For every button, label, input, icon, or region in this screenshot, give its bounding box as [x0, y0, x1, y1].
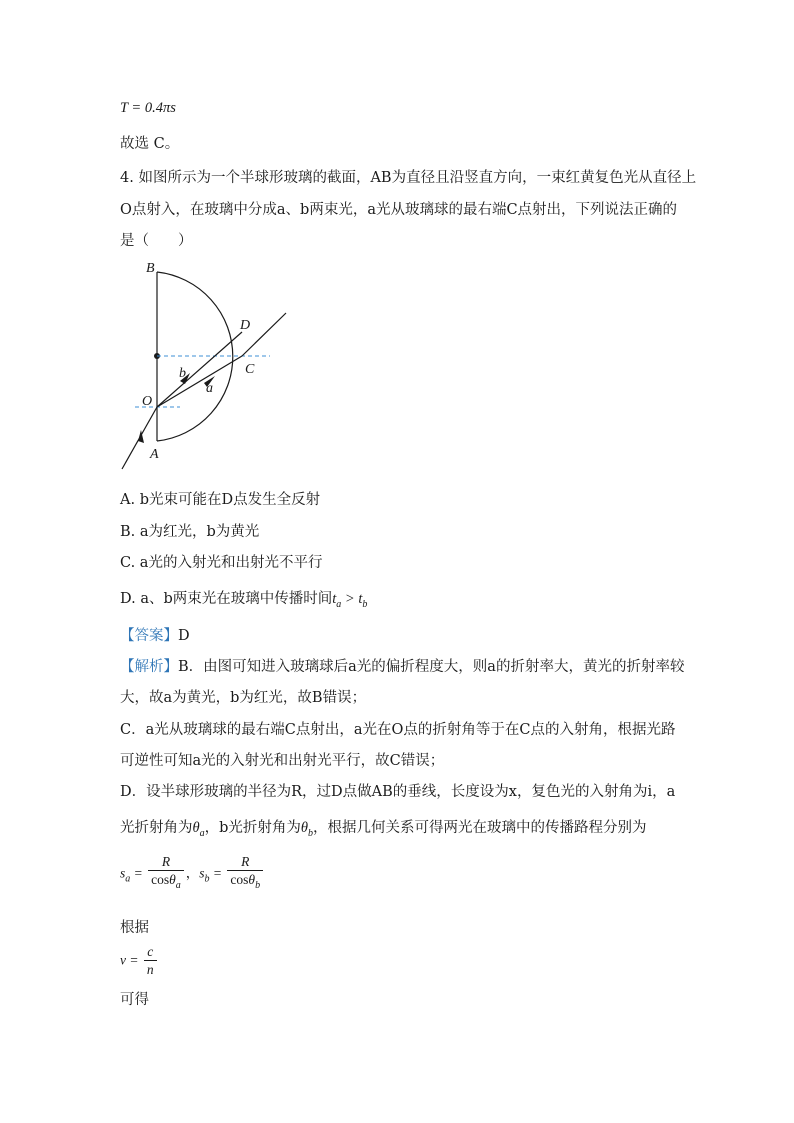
answer-value: D — [178, 628, 190, 644]
analysis-p3-line1: D．设半球形玻璃的半径为R，过D点做AB的垂线，长度设为x，复色光的入射角为i，a — [120, 784, 676, 800]
velocity-formula: v = $\frac{c}{n}$ — [120, 944, 159, 979]
question-line-2: O点射入，在玻璃中分成a、b两束光，a光从玻璃球的最右端C点射出，下列说法正确的 — [120, 202, 678, 218]
path-length-formulas: $s_a$ = $\frac{R}{\cos\theta_a}$ ，$s_b$ = $\frac{R}{\cos\theta_b}$ — [120, 854, 265, 895]
answer-line — [120, 624, 190, 645]
answer-label: 【答案】 — [120, 628, 178, 644]
analysis-p1-line2: 大，故a为黄光，b为红光，故B错误； — [120, 690, 367, 706]
option-b: B. a为红光，b为黄光 — [120, 524, 260, 540]
option-a: A. b光束可能在D点发生全反射 — [120, 492, 321, 508]
label-b-point: B — [146, 261, 155, 276]
analysis-p2-line1: C．a光从玻璃球的最右端C点射出，a光在O点的折射角等于在C点的入射角，根据光路 — [120, 722, 676, 738]
according-text: 根据 — [120, 920, 149, 936]
question-line-1: 4. 如图所示为一个半球形玻璃的截面，AB为直径且沿竖直方向，一束红黄复色光从直径上 — [120, 170, 697, 186]
label-c-point: C — [245, 362, 255, 377]
hemisphere-diagram — [110, 255, 300, 475]
option-d-text: D. a、b两束光在玻璃中传播时间 — [120, 591, 333, 607]
analysis-p3-line2: 光折射角为$\theta_a$，b光折射角为$\theta_b$，根据几何关系可得两光在玻璃中的传播路程分别为 — [120, 820, 647, 839]
option-d-formula: $t_a > t_b$ — [332, 591, 368, 610]
analysis-label: 【解析】 — [120, 659, 178, 675]
option-d — [120, 587, 367, 610]
option-c: C. a光的入射光和出射光不平行 — [120, 555, 323, 571]
previous-answer: 故选 C。 — [120, 136, 180, 152]
analysis-p2-line2: 可逆性可知a光的入射光和出射光平行，故C错误； — [120, 753, 445, 769]
label-d-point: D — [240, 318, 251, 333]
question-line-3: 是（ ） — [120, 233, 193, 249]
obtain-text: 可得 — [120, 992, 149, 1008]
period-formula: T = 0.4πs — [120, 100, 176, 116]
analysis-p1-line1: 【解析】B．由图可知进入玻璃球后a光的偏折程度大，则a的折射率大，黄光的折射率较 — [120, 659, 685, 675]
label-o-point: O — [142, 394, 153, 409]
ray-b — [157, 332, 242, 407]
label-a-point: A — [150, 447, 159, 462]
label-ray-a: a — [206, 381, 213, 396]
label-ray-b: b — [179, 366, 186, 381]
